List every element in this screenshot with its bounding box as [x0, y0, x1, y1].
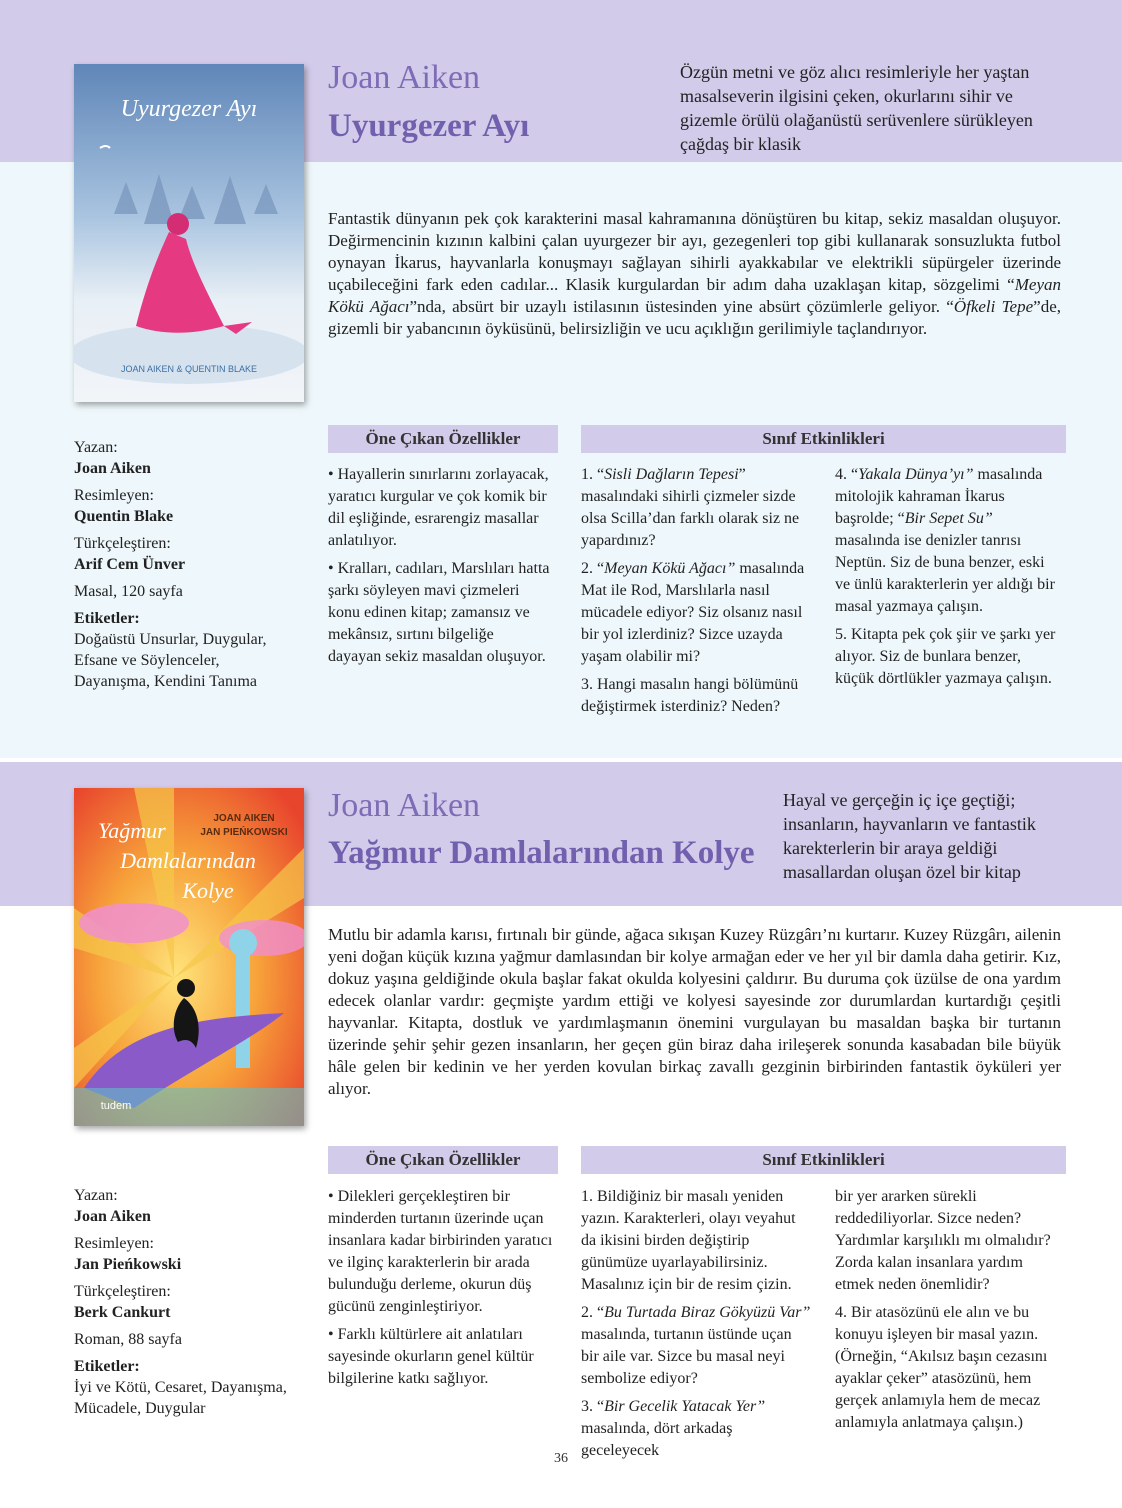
illustrator-label: Resimleyen:	[74, 1235, 154, 1252]
book2-meta	[74, 1185, 294, 1419]
writer-label: Yazan:	[74, 439, 118, 456]
format-value: Roman, 88 sayfa	[74, 1331, 182, 1348]
activity-item: 3. Hangi masalın hangi bölümünü değiştirmek isterdiniz? Neden?	[581, 676, 799, 715]
feature-item: • Kralları, cadıları, Marslıları hatta şarkı söyleyen mavi çizmeleri konu edinen kitap; zamansız ve mekânsız, sırtını bilgeliğe dayayan sekiz masaldan oluşuyor.	[328, 560, 550, 665]
activity-item: 2. “Meyan Kökü Ağacı” masalında Mat ile Rod, Marslılarla nasıl mücadele ediyor? Siz olsanız nasıl bir yol izlerdiniz? Sizce uzayda yaşam olabilir mi?	[581, 560, 805, 665]
activity-item: 3. “Bir Gecelik Yatacak Yer” masalında, dört arkadaş geceleyecek	[581, 1398, 766, 1459]
book1-description	[328, 208, 1061, 340]
writer-value: Joan Aiken	[74, 460, 151, 477]
writer-value: Joan Aiken	[74, 1208, 151, 1225]
feature-item: • Hayallerin sınırlarını zorlayacak, yaratıcı kurgular ve çok komik bir dil eşliğinde, esrarengiz masallar anlatılıyor.	[328, 466, 549, 549]
feature-item: • Dilekleri gerçekleştiren bir minderden turtanın üzerinde uçan insanlara kadar birbirinden yaratıcı ve ilginç karakterlerin bir arada bulunduğu derleme, okurun düş gücünü zenginleştiriyor.	[328, 1188, 553, 1315]
tags-label: Etiketler:	[74, 610, 140, 627]
activity-item: 5. Kitapta pek çok şiir ve şarkı yer alıyor. Siz de bunlara benzer, küçük dörtlükler yazmaya çalışın.	[835, 626, 1056, 687]
book1-blurb: Özgün metni ve göz alıcı resimleriyle her yaştan masalseverin ilgisini çeken, okurlarını sihir ve gizemle örülü olağanüstü serüvenlere sürükleyen çağdaş bir klasik	[680, 62, 1033, 154]
tags-label: Etiketler:	[74, 1358, 140, 1375]
illustrator-value: Jan Pieńkowski	[74, 1256, 182, 1273]
book2-features-header: Öne Çıkan Özellikler	[328, 1146, 558, 1174]
illustrator-value: Quentin Blake	[74, 508, 174, 525]
tags-value: İyi ve Kötü, Cesaret, Dayanışma, Mücadele, Duygular	[74, 1379, 287, 1417]
desc-italic: Meyan Kökü Ağacı	[328, 275, 1061, 316]
book1-features-header: Öne Çıkan Özellikler	[328, 425, 558, 453]
illustrator-label: Resimleyen:	[74, 487, 154, 504]
book1-cover-title: Uyurgezer Ayı	[120, 96, 258, 122]
desc-italic: Öfkeli Tepe	[953, 297, 1034, 316]
book2-cover-image	[74, 788, 304, 1126]
book2-activities-header: Sınıf Etkinlikleri	[581, 1146, 1066, 1174]
desc-text: Fantastik dünyanın pek çok karakterini masal kahramanına dönüştüren bu kitap, sekiz masaldan oluşuyor. Değirmencinin kızının kalbini çalan uyurgezer bir ayı, gezegenleri top gibi kullanarak sonsuzlukta futbol oynayan İkarus, hayvanlarla konuşmayı sağlayan sihirli ayakkabılar ve elektrikli süpürgeler üzerinde uçabileceğini fark eden cadılar... Klasik kurgulardan bir adım daha uzaklaşan kitap, sözgelimi “	[328, 209, 1061, 294]
translator-value: Arif Cem Ünver	[74, 556, 186, 573]
book2-activities-col2	[835, 1186, 1065, 1440]
activity-item: 4. “Yakala Dünya’yı” masalında mitolojik kahraman İkarus başrolde; “Bir Sepet Su” masalında ise denizler tanrısı Neptün. Siz de buna benzer, eski ve ünlü karakterlerin yer aldığı bir masal yazmaya çalışın.	[835, 466, 1055, 615]
book1-meta	[74, 437, 294, 692]
book2-features	[328, 1186, 560, 1396]
book1-cover-image	[74, 64, 304, 402]
book1-activities-col2	[835, 464, 1061, 696]
page-number: 36	[554, 1451, 568, 1466]
book1-title: Uyurgezer Ayı	[328, 108, 530, 144]
translator-value: Berk Cankurt	[74, 1304, 171, 1321]
format-value: Masal, 120 sayfa	[74, 583, 183, 600]
desc-text: ”nda, absürt bir uzaylı istilasının üstesinden yine absürt çözümlerle geliyor. “	[409, 297, 954, 316]
desc-text: ”de, gizemli bir yabancının öyküsünü, belirsizliğin ve ucu açıklığın gerilimiyle taçlandırıyor.	[328, 297, 1061, 338]
book1-cover-authors: JOAN AIKEN & QUENTIN BLAKE	[120, 364, 258, 374]
activity-item: 2. “Bu Turtada Biraz Gökyüzü Var” masalında, turtanın üstünde uçan bir aile var. Sizce bu masal neyi sembolize ediyor?	[581, 1304, 811, 1387]
book2-description: Mutlu bir adamla karısı, fırtınalı bir günde, ağaca sıkışan Kuzey Rüzgârı’nı kurtarır. Kuzey Rüzgârı, ailenin yeni doğan küçük kızına yağmur damlasından bir kolye armağan eder ve her yıl bir damla daha getirir. Kız, dokuz yaşına geldiğinde okula başlar fakat okulda kolyesini çaldırır. Bu duruma çok üzülse de ona yardım edecek olanlar vardır: geçmişte yardım ettiği ve kolyesi sayesinde zor durumlardan kurtardığı çeşitli hayvanlar. Kitapta, dostluk ve yardımlaşmanın önemini vurgulayan bu masaldan başka bir turtanın üzerinde şehir şehir gezen insanların, her geçen gün biraz daha irileşerek sonunda kasabadan bile büyük hâle gelen bir kedinin ve her yerden kovulan birkaç zavallı gezginin birbirinden fantastik öyküleri yer alıyor.	[328, 925, 1061, 1098]
book2-cover-title: Yağmur Damlalarından Kolye	[98, 818, 256, 903]
book2-title: Yağmur Damlalarından Kolye	[328, 835, 755, 871]
activity-item: 1. “Sisli Dağların Tepesi” masalındaki sihirli çizmeler sizde olsa Scilla’dan farklı olarak siz ne yapardınız?	[581, 466, 800, 549]
book2-cover-publisher: tudem	[100, 1100, 132, 1112]
book2-author: Joan Aiken	[328, 787, 481, 824]
activity-item: 4. Bir atasözünü ele alın ve bu konuyu işleyen bir masal yazın. (Örneğin, “Akılsız başın cezasını ayaklar çeker” atasözünü, hem gerçek anlamıyla hem de mecaz anlamıyla anlatmaya çalışın.)	[835, 1304, 1048, 1431]
writer-label: Yazan:	[74, 1187, 118, 1204]
book2-blurb: Hayal ve gerçeğin iç içe geçtiği; insanların, hayvanların ve fantastik karekterlerin bir araya geldiği masallardan oluşan özel bir kitap	[783, 790, 1036, 882]
translator-label: Türkçeleştiren:	[74, 1283, 171, 1300]
book1-author: Joan Aiken	[328, 59, 481, 96]
translator-label: Türkçeleştiren:	[74, 535, 171, 552]
book1-features	[328, 464, 550, 674]
activity-item: bir yer ararken sürekli reddediliyorlar. Sizce neden? Yardımlar karşılıklı mı olmalıdır? Zorda kalan insanlara yardım etmek neden önemlidir?	[835, 1188, 1051, 1293]
activity-item: 1. Bildiğiniz bir masalı yeniden yazın. Karakterleri, olayı veyahut da ikisini birden değiştirip günümüze uyarlayabilirsiniz. Masalınız için bir de resim çizin.	[581, 1188, 796, 1293]
book1-activities-header: Sınıf Etkinlikleri	[581, 425, 1066, 453]
book2-activities-col1	[581, 1186, 813, 1468]
tags-value: Doğaüstü Unsurlar, Duygular, Efsane ve Söylenceler, Dayanışma, Kendini Tanıma	[74, 631, 267, 690]
feature-item: • Farklı kültürlere ait anlatıları sayesinde okurların genel kültür bilgilerine katkı sağlıyor.	[328, 1326, 534, 1387]
book2-cover-authors: JOAN AIKEN JAN PIEŃKOWSKI	[200, 813, 288, 838]
book1-activities-col1	[581, 464, 813, 724]
